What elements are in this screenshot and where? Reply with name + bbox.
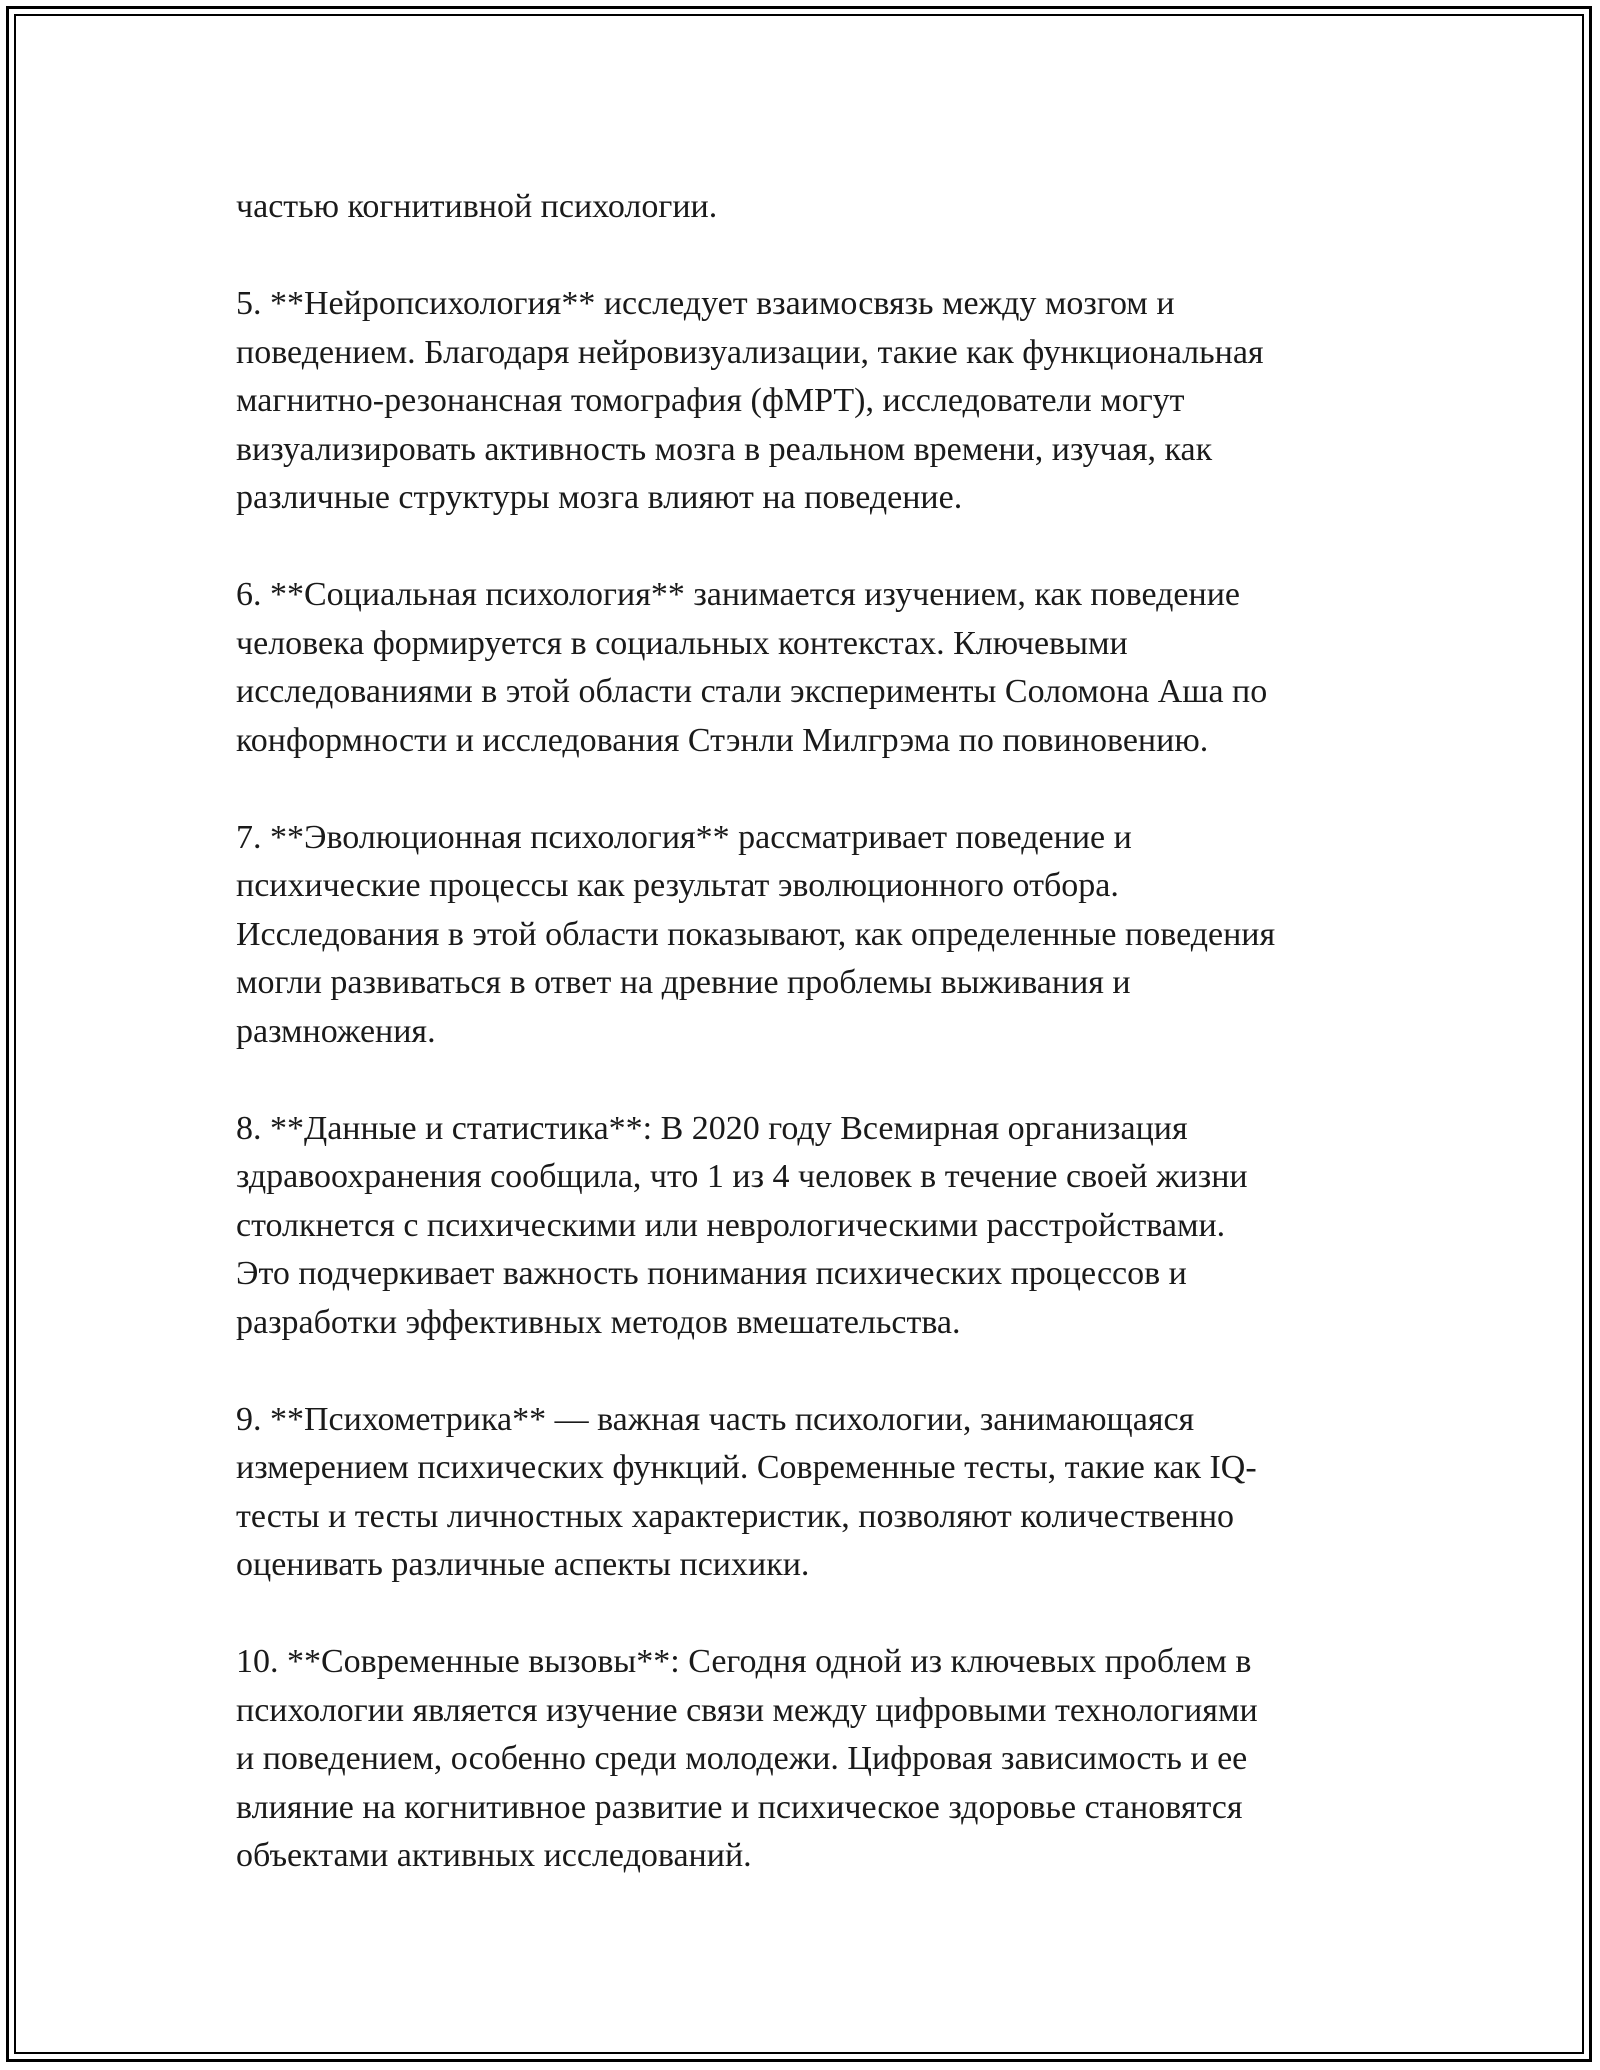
paragraph-modern-challenges: 10. **Современные вызовы**: Сегодня одной из ключевых проблем в психологии является изучение связи между цифровыми технологиями и поведением, особенно среди молодежи. Цифровая зависимость и ее влияние на когнитивное развитие и психическое здоровье становятся объектами активных исследований. — [236, 1643, 1258, 1874]
document-body — [236, 183, 1396, 1929]
paragraph-neuropsychology: 5. **Нейропсихология** исследует взаимосвязь между мозгом и поведением. Благодаря нейровизуализации, такие как функциональная магнитно-резонансная томография (фМРТ), исследователи могут визуализировать активность мозга в реальном времени, изучая, как различные структуры мозга влияют на поведение. — [236, 285, 1264, 516]
paragraph-data-statistics: 8. **Данные и статистика**: В 2020 году Всемирная организация здравоохранения сообщила, что 1 из 4 человек в течение своей жизни столкнется с психическими или неврологическими расстройствами. Это подчеркивает важность понимания психических процессов и разработки эффективных методов вмешательства. — [236, 1109, 1248, 1341]
paragraph-social-psychology: 6. **Социальная психология** занимается изучением, как поведение человека формируется в социальных контекстах. Ключевыми исследованиями в этой области стали эксперименты Соломона Аша по конформности и исследования Стэнли Милгрэма по повиновению. — [236, 576, 1268, 759]
paragraph-evolutionary-psychology: 7. **Эволюционная психология** рассматривает поведение и психические процессы как результат эволюционного отбора. Исследования в этой области показывают, как определенные поведения могли развиваться в ответ на древние проблемы выживания и размножения. — [236, 818, 1276, 1050]
paragraph-psychometrics: 9. **Психометрика** — важная часть психологии, занимающаяся измерением психических функций. Современные тесты, такие как IQ- тесты и тесты личностных характеристик, позволяют количественно оценивать различные аспекты психики. — [236, 1400, 1257, 1583]
paragraph-intro-continuation: частью когнитивной психологии. — [236, 188, 718, 225]
